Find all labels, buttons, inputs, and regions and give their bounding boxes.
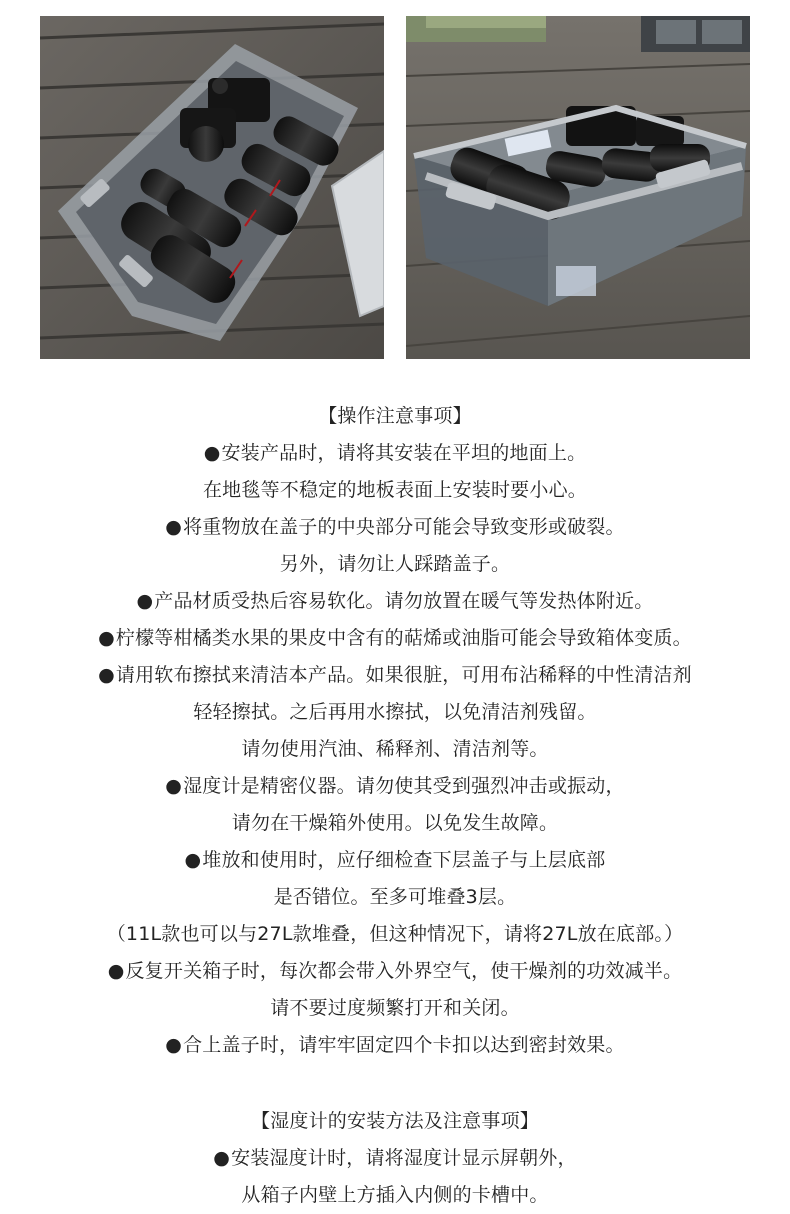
note-continuation-line: 轻轻擦拭。之后再用水擦拭，以免清洁剂残留。 [193, 701, 597, 723]
note-continuation-line: 请不要过度频繁打开和关闭。 [270, 997, 520, 1019]
hygrometer-notes-list [0, 1140, 790, 1214]
note-continuation-line: 在地毯等不稳定的地板表面上安装时要小心。 [202, 479, 587, 501]
note-bullet-line: ● 柠檬等柑橘类水果的果皮中含有的萜烯或油脂可能会导致箱体变质。 [0, 620, 790, 657]
note-continuation-line: 请勿在干燥箱外使用。以免发生故障。 [231, 812, 559, 834]
note-bullet-line: ● 湿度计是精密仪器。请勿使其受到强烈冲击或振动， [0, 768, 790, 805]
note-bullet-line: ● 堆放和使用时，应仔细检查下层盖子与上层底部 [0, 842, 790, 879]
box-side-view-image [406, 16, 750, 359]
note-bullet-line: ● 请用软布擦拭来清洁本产品。如果很脏，可用布沾稀释的中性清洁剂 [0, 657, 790, 694]
note-bullet-line: ● 安装湿度计时，请将湿度计显示屏朝外， [0, 1140, 790, 1177]
note-bullet-line: ● 合上盖子时，请牢牢固定四个卡扣以达到密封效果。 [0, 1027, 790, 1064]
note-bullet-line: ● 反复开关箱子时，每次都会带入外界空气，使干燥剂的功效减半。 [0, 953, 790, 990]
product-photos [40, 16, 750, 359]
note-continuation-line: 从箱子内壁上方插入内侧的卡槽中。 [241, 1184, 549, 1206]
operation-notes-list [0, 435, 790, 1064]
operation-notes-section [0, 398, 790, 1064]
note-bullet-line: ● 产品材质受热后容易软化。请勿放置在暖气等发热体附近。 [0, 583, 790, 620]
note-bullet-line: ● 将重物放在盖子的中央部分可能会导致变形或破裂。 [0, 509, 790, 546]
box-top-view-image [40, 16, 384, 359]
note-continuation-line: 请勿使用汽油、稀释剂、清洁剂等。 [241, 738, 549, 760]
note-continuation-line: 是否错位。至多可堆叠3层。 [273, 886, 517, 908]
note-continuation-line: （11L款也可以与27L款堆叠，但这种情况下，请将27L放在底部。） [106, 923, 684, 945]
note-bullet-line: ● 安装产品时，请将其安装在平坦的地面上。 [0, 435, 790, 472]
operation-notes-heading: 【操作注意事项】 [318, 405, 472, 427]
photo-box-side-view [406, 16, 750, 359]
note-continuation-line: 另外，请勿让人踩踏盖子。 [279, 553, 511, 575]
hygrometer-notes-heading: 【湿度计的安装方法及注意事项】 [250, 1110, 539, 1132]
photo-box-top-view [40, 16, 384, 359]
hygrometer-notes-section [0, 1103, 790, 1214]
